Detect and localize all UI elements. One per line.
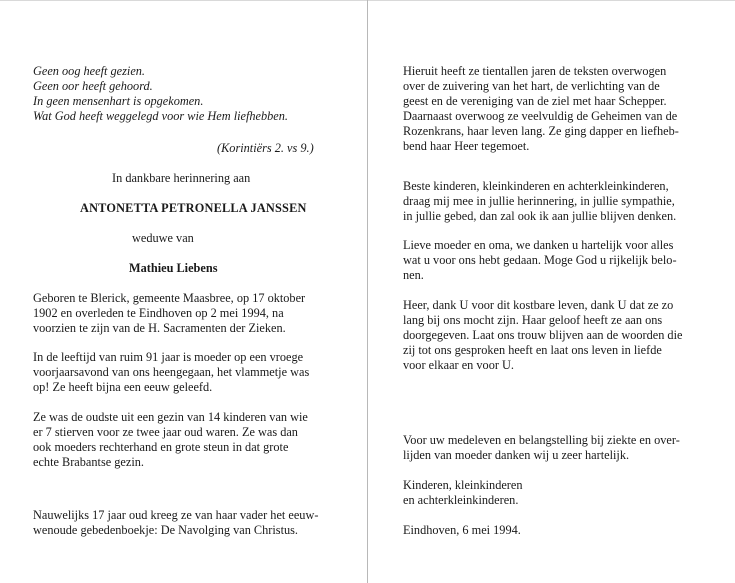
- paragraph-line: op! Ze heeft bijna een eeuw geleefd.: [33, 380, 213, 394]
- thanks-line: lijden van moeder danken wij u zeer hartelijk.: [403, 448, 630, 462]
- paragraph-line: Daarnaast overwoog ze veelvuldig de Geheimen van de: [403, 109, 678, 123]
- place-date: Eindhoven, 6 mei 1994.: [403, 523, 521, 537]
- paragraph-line: voorjaarsavond van ons heengegaan, het vlammetje was: [33, 365, 310, 379]
- paragraph-line: Beste kinderen, kleinkinderen en achterkleinkinderen,: [403, 179, 669, 193]
- intro-text: In dankbare herinnering aan: [112, 171, 251, 185]
- paragraph-line: Ze was de oudste uit een gezin van 14 kinderen van wie: [33, 410, 308, 424]
- paragraph-line: Hieruit heeft ze tientallen jaren de teksten overwogen: [403, 64, 667, 78]
- verse-line: Wat God heeft weggelegd voor wie Hem liefhebben.: [33, 109, 288, 123]
- paragraph-line: voor elkaar en voor U.: [403, 358, 514, 372]
- spouse-name: Mathieu Liebens: [129, 261, 218, 275]
- paragraph-line: ook moeders rechterhand en grote steun in dat grote: [33, 440, 289, 454]
- widow-label: weduwe van: [132, 231, 194, 245]
- paragraph-line: Heer, dank U voor dit kostbare leven, dank U dat ze zo: [403, 298, 674, 312]
- thanks-line: Voor uw medeleven en belangstelling bij ziekte en over-: [403, 433, 680, 447]
- paragraph-line: wat u voor ons hebt gedaan. Moge God u rijkelijk belo-: [403, 253, 677, 267]
- paragraph-line: geest en de vereniging van de ziel met haar Schepper.: [403, 94, 667, 108]
- paragraph-line: Nauwelijks 17 jaar oud kreeg ze van haar vader het eeuw-: [33, 508, 319, 522]
- left-page: [33, 0, 333, 583]
- paragraph-line: draag mij mee in jullie herinnering, in jullie sympathie,: [403, 194, 675, 208]
- paragraph-line: over de zuivering van het hart, de verlichting van de: [403, 79, 660, 93]
- signature-line: Kinderen, kleinkinderen: [403, 478, 523, 492]
- paragraph-line: in jullie gebed, dan zal ook ik aan jullie blijven denken.: [403, 209, 677, 223]
- verse-line: Geen oog heeft gezien.: [33, 64, 145, 78]
- verse-line: In geen mensenhart is opgekomen.: [33, 94, 204, 108]
- paragraph-line: echte Brabantse gezin.: [33, 455, 144, 469]
- right-page: [403, 0, 703, 583]
- paragraph-line: 1902 en overleden te Eindhoven op 2 mei 1994, na: [33, 306, 284, 320]
- paragraph-line: nen.: [403, 268, 424, 282]
- signature-line: en achterkleinkinderen.: [403, 493, 519, 507]
- paragraph-line: zij tot ons gesproken heeft en laat ons leven in liefde: [403, 343, 662, 357]
- verse-line: Geen oor heeft gehoord.: [33, 79, 153, 93]
- paragraph-line: bend haar Heer tegemoet.: [403, 139, 530, 153]
- paragraph-line: In de leeftijd van ruim 91 jaar is moeder op een vroege: [33, 350, 304, 364]
- card-fold-line: [367, 0, 368, 583]
- paragraph-line: er 7 stierven voor ze twee jaar oud waren. Ze was dan: [33, 425, 298, 439]
- deceased-name: ANTONETTA PETRONELLA JANSSEN: [80, 201, 307, 215]
- paragraph-line: Rozenkrans, haar leven lang. Ze ging dapper en liefheb-: [403, 124, 679, 138]
- paragraph-line: lang bij ons mocht zijn. Haar geloof heeft ze aan ons: [403, 313, 663, 327]
- paragraph-line: Lieve moeder en oma, we danken u hartelijk voor alles: [403, 238, 674, 252]
- paragraph-line: Geboren te Blerick, gemeente Maasbree, op 17 oktober: [33, 291, 306, 305]
- paragraph-line: voorzien te zijn van de H. Sacramenten der Zieken.: [33, 321, 286, 335]
- paragraph-line: doorgegeven. Laat ons trouw blijven aan de woorden die: [403, 328, 683, 342]
- verse-reference: (Korintiërs 2. vs 9.): [217, 141, 314, 155]
- paragraph-line: wenoude gebedenboekje: De Navolging van Christus.: [33, 523, 299, 537]
